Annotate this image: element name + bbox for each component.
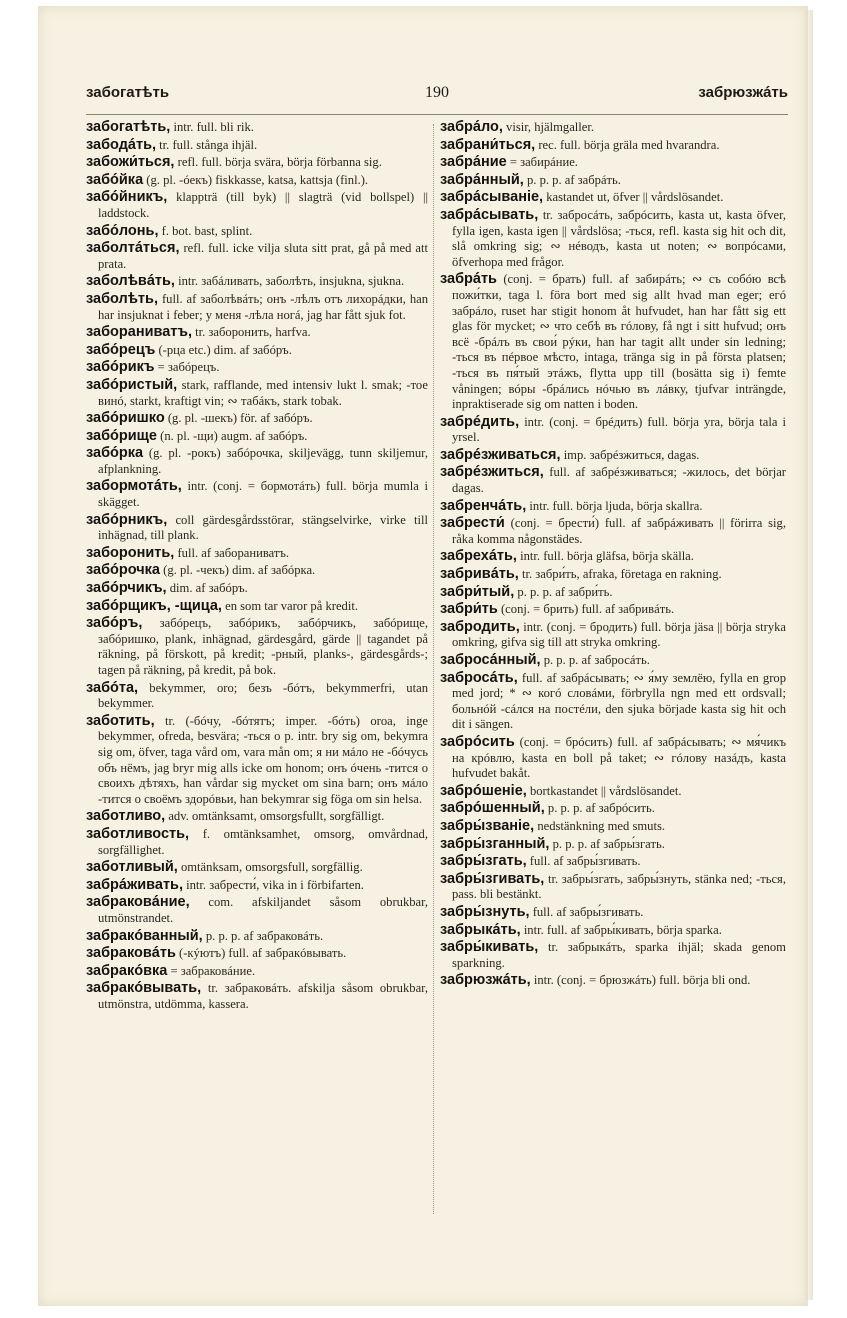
dictionary-entry xyxy=(86,964,428,980)
entry-definition: p. p. p. af забросáть. xyxy=(543,653,650,667)
entry-definition: = забóрецъ. xyxy=(157,360,220,375)
entry-definition: com. afskiljandet såsom obrukbar, utmönstrandet. xyxy=(98,895,428,925)
entry-headword: забóта, xyxy=(86,679,139,696)
entry-headword: забры́згать, xyxy=(440,853,527,870)
dictionary-entry xyxy=(440,549,786,565)
entry-headword: забры́кивать, xyxy=(440,939,539,956)
entry-headword: забри́ть xyxy=(440,601,498,618)
dictionary-entry xyxy=(86,714,428,808)
dictionary-entry xyxy=(440,585,786,601)
entry-headword: забраковáние, xyxy=(86,894,190,911)
entry-headword: забрáсываніе, xyxy=(440,189,544,206)
entry-definition: intr. забáливать, заболѣть, insjukna, sjukna. xyxy=(178,274,405,289)
entry-headword: забрáживать, xyxy=(86,876,183,893)
entry-definition: visir, hjälmgaller. xyxy=(506,120,595,134)
entry-definition: adv. omtänksamt, omsorgsfullt, sorgfälligt. xyxy=(168,809,385,824)
entry-definition: tr. забрыкáть, sparka ihjäl; skada genom sparkning. xyxy=(452,940,786,970)
entry-definition: kastandet ut, öfver || vårdslösandet. xyxy=(546,190,724,205)
dictionary-entry xyxy=(86,513,428,544)
entry-headword: забодáть, xyxy=(86,136,157,153)
entry-headword: забрáсывать, xyxy=(440,206,539,223)
entry-definition: p. p. p. af забри́ть. xyxy=(517,584,613,599)
entry-headword: забóрочка xyxy=(86,562,160,579)
entry-definition: = забраковáние. xyxy=(170,963,256,978)
dictionary-entry xyxy=(440,923,786,939)
dictionary-entry xyxy=(440,448,786,464)
entry-definition: (conj. = брести́) full. af забрáживать || förirra sig, råka komma någonstädes. xyxy=(452,516,786,546)
entry-headword: забры́згивать, xyxy=(440,870,545,887)
entry-headword: забормотáть, xyxy=(86,478,182,495)
entry-definition: refl. full. icke vilja sluta sitt prat, gå på med att prata. xyxy=(98,241,428,271)
entry-definition: rec. full. börja gräla med hvarandra. xyxy=(538,137,720,152)
entry-headword: забóрка xyxy=(86,445,144,462)
dictionary-entry xyxy=(440,415,786,446)
right-column xyxy=(440,120,786,991)
entry-headword: забoронить, xyxy=(86,544,175,561)
entry-definition: intr. (conj. = бродить) full. börja jäsa || börja stryka omkring, gifva sig till att stryka omkring. xyxy=(452,619,787,650)
dictionary-entry xyxy=(440,499,786,515)
entry-definition: intr. (conj. = брéдить) full. börja yra, börja tala i yrsel. xyxy=(452,414,786,445)
entry-definition: omtänksam, omsorgsfull, sorgfällig. xyxy=(180,860,363,875)
dictionary-entry xyxy=(440,620,786,651)
entry-definition: full. af забрáсывать; ∾ я́му землёю, fylla en grop med jord; * ∾ когó словáми, förbrylla ngn med ett ordsvall; больнóй -сáлся на постéли, den sjuka började kasta sig hit och dit i sängen. xyxy=(452,670,786,732)
dictionary-entry xyxy=(86,429,428,445)
entry-headword: забóрище xyxy=(86,427,157,444)
entry-headword: забры́зганный, xyxy=(440,835,550,852)
entry-headword: забóристый, xyxy=(86,376,178,393)
dictionary-entry xyxy=(440,872,786,903)
dictionary-entry xyxy=(86,981,428,1012)
entry-headword: забóйка xyxy=(86,171,144,188)
dictionary-entry xyxy=(86,581,428,597)
dictionary-entry xyxy=(440,653,786,669)
entry-definition: tr. забoронить, harfva. xyxy=(195,325,311,340)
dictionary-entry xyxy=(440,465,786,496)
dictionary-entry xyxy=(86,895,428,926)
entry-definition: (n. pl. -щи) augm. af забóръ. xyxy=(160,428,308,443)
dictionary-entry xyxy=(86,546,428,562)
dictionary-entry xyxy=(440,837,786,853)
entry-definition: tr. забраковáть. afskilja såsom obrukbar, utmönstra, utdömma, kassera. xyxy=(98,981,428,1011)
entry-headword: забрыкáть, xyxy=(440,921,521,938)
entry-headword: забры́знуть, xyxy=(440,903,530,920)
dictionary-entry xyxy=(86,878,428,894)
dictionary-entry xyxy=(440,208,786,270)
entry-definition: coll gärdesgårdsstörar, stängselvirke, virke till inhägnad, till plank. xyxy=(98,512,428,543)
entry-definition: (-рца etc.) dim. af забóръ. xyxy=(158,342,292,357)
entry-headword: заботливость, xyxy=(86,825,190,842)
entry-headword: забросáть, xyxy=(440,669,518,686)
entry-definition: (-кýютъ) full. af забракóвывать. xyxy=(179,946,347,961)
dictionary-entry xyxy=(86,274,428,290)
entry-headword: заболѣвáть, xyxy=(86,273,175,290)
entry-headword: забожи́ться, xyxy=(86,154,175,171)
header-left-guideword: забогатѣть xyxy=(86,84,170,101)
entry-headword: забрéзжиться, xyxy=(440,464,544,481)
dictionary-entry xyxy=(86,446,428,477)
dictionary-entry xyxy=(86,360,428,376)
dictionary-entry xyxy=(86,599,428,615)
dictionary-entry xyxy=(440,854,786,870)
dictionary-entry xyxy=(86,681,428,712)
dictionary-entry xyxy=(440,173,786,189)
entry-headword: забры́званіе, xyxy=(440,817,535,834)
dictionary-entry xyxy=(86,173,428,189)
entry-definition: (g. pl. -чекъ) dim. af забóрка. xyxy=(163,563,316,578)
dictionary-entry xyxy=(440,940,786,971)
entry-definition: tr. забри́ть, afraka, företaga en rakning. xyxy=(522,567,722,582)
dictionary-entry xyxy=(440,190,786,206)
entry-headword: забракóвывать, xyxy=(86,980,202,997)
entry-definition: p. p. p. af забраковáть. xyxy=(205,928,324,943)
entry-headword: заботливый, xyxy=(86,859,178,876)
entry-headword: забрáние xyxy=(440,154,507,171)
entry-headword: забракóванный, xyxy=(86,927,203,944)
entry-headword: забрóшенный, xyxy=(440,800,545,817)
entry-headword: забóръ, xyxy=(86,615,143,632)
entry-definition: en som tar varor på kredit. xyxy=(225,598,358,613)
entry-definition: dim. af забóръ. xyxy=(169,581,248,596)
left-column xyxy=(86,120,428,1014)
entry-headword: забогатѣть, xyxy=(86,119,171,135)
dictionary-entry xyxy=(440,272,786,412)
column-divider xyxy=(433,124,434,1214)
dictionary-entry xyxy=(86,190,428,221)
dictionary-entry xyxy=(86,411,428,427)
dictionary-entry xyxy=(86,946,428,962)
entry-headword: забораниватъ, xyxy=(86,324,192,341)
entry-definition: full. af забры́згивать. xyxy=(532,904,644,919)
dictionary-entry xyxy=(86,224,428,240)
dictionary-entry xyxy=(440,138,786,154)
entry-headword: забрани́ться, xyxy=(440,136,536,153)
entry-definition: (conj. = брóсить) full. af забрáсывать; ∾ мя́чикъ на крóвлю, kasta en boll på taket; ∾ гóлову назáдъ, kasta hufvudet bakåt. xyxy=(452,734,786,781)
dictionary-entry xyxy=(440,801,786,817)
dictionary-entry xyxy=(440,671,786,733)
entry-definition: p. p. p. af забрáть. xyxy=(526,172,621,187)
entry-definition: (conj. = брать) full. af забирáть; ∾ съ собóю всѣ пожи́тки, taga l. föra bort med sig allt hvad man eger; егó забрáло, ruset har stigit honom åt hufvudet, han har fått sig ett glas för mycket; ∾ что себѣ въ гóлову, få ngt i sitt hufvud; онъ всё -брáлъ въ свои́ рýки, han har tagit allt under sin ledning; -ться въ пéрвое мѣсто, intaga, tränga sig in på första platsen; -ться въ пя́тый этáжъ, flytta upp till (bosätta sig i) femte våningen; вóры -брáлись нóчью въ лáвку, tjufvar inträngde, inpraktiserade sig om natten i boden. xyxy=(452,272,786,412)
dictionary-entry xyxy=(86,378,428,409)
entry-definition: stark, rafflande, med intensiv lukt l. smak; -тое винó, starkt, kraftigt vin; ∾ табáкъ, stark tobak. xyxy=(98,377,428,408)
dictionary-entry xyxy=(440,602,786,618)
entry-headword: забрéдить, xyxy=(440,413,520,430)
dictionary-entry xyxy=(86,120,428,136)
header-rule xyxy=(86,114,788,115)
entry-definition: intr. full. bli rik. xyxy=(173,120,254,134)
entry-headword: забóрникъ, xyxy=(86,511,168,528)
dictionary-entry xyxy=(86,616,428,678)
entry-definition: tr. full. stånga ihjäl. xyxy=(159,137,258,152)
entry-headword: забóрщикъ, -щица, xyxy=(86,597,222,614)
dictionary-entry xyxy=(440,567,786,583)
entry-definition: (g. pl. -рокъ) забóрочка, skiljevägg, tunn skiljemur, afplankning. xyxy=(98,446,428,476)
entry-definition: bortkastandet || vårdslösandet. xyxy=(529,783,682,798)
entry-definition: забóрецъ, забóрикъ, забóрчикъ, забóрище, забóришко, plank, inhägnad, gärdesgård, gärde || tagandet på räkning, på förskott, på kredit; -рный, planks-, gärdesgårds-; tagen på räkning, på kredit, på bok. xyxy=(98,616,428,677)
dictionary-entry xyxy=(440,516,786,547)
dictionary-entry xyxy=(86,155,428,171)
entry-definition: intr. (conj. = брюзжáть) full. börja bli ond. xyxy=(533,973,751,988)
entry-definition: intr. full. börja ljuda, börja skallra. xyxy=(529,498,703,513)
entry-definition: intr. (conj. = бормотáть) full. börja mumla i skägget. xyxy=(98,479,428,510)
entry-definition: tr. (-бóчу, -бóтятъ; imper. -бóть) oroa, inge bekymmer, ofreda, besvära; -ться o p. intr. bry sig om, bekymra sig om, öfver, taga vård om, vara mån om; я ни мáло не -бóчусь объ нёмъ, jag bryr mig alls icke om honom; онъ óчень -тится о своихъ дѣтяхъ, han vårdar sig mycket om sina barn; онъ мáло -тится о своёмъ здорóвьи, han bekymrar sig föga om sin helsa. xyxy=(98,713,428,806)
entry-definition: f. bot. bast, splint. xyxy=(161,223,253,238)
entry-definition: full. af забры́згивать. xyxy=(529,854,641,869)
entry-definition: = забирáние. xyxy=(509,155,578,170)
entry-headword: забрóсить xyxy=(440,733,515,750)
entry-definition: klappträ (till byk) || slagträ (vid bollspel) || laddstock. xyxy=(98,190,428,220)
page-number: 190 xyxy=(425,84,449,101)
entry-headword: забраковáть xyxy=(86,945,176,962)
entry-definition: full. af заболѣвáть; онъ -лѣлъ отъ лихорáдки, han har insjuknat i feber; у меня -лѣла ногá, jag har fått sjuk fot. xyxy=(98,291,428,322)
entry-definition: (conj. = брить) full. af забривáть. xyxy=(500,602,675,617)
entry-headword: забóлонь, xyxy=(86,222,159,239)
dictionary-entry xyxy=(440,973,786,989)
dictionary-entry xyxy=(440,905,786,921)
entry-definition: tr. забры́згать, забры́знуть, stänka ned; -ться, pass. bli bestänkt. xyxy=(452,871,786,902)
dictionary-entry xyxy=(86,292,428,323)
entry-definition: intr. забрести́, vika in i förbifarten. xyxy=(186,877,364,892)
dictionary-entry xyxy=(86,479,428,510)
entry-headword: забóрчикъ, xyxy=(86,580,167,597)
entry-definition: full. af забрéзживаться; -жилось, det börjar dagas. xyxy=(452,465,786,496)
dictionary-entry xyxy=(440,155,786,171)
dictionary-entry xyxy=(86,138,428,154)
entry-headword: забóйникъ, xyxy=(86,189,168,206)
dictionary-entry xyxy=(86,929,428,945)
entry-headword: забрехáть, xyxy=(440,548,517,565)
entry-headword: заботливо, xyxy=(86,808,166,825)
dictionary-entry xyxy=(86,325,428,341)
entry-definition: (g. pl. -шекъ) för. af забóръ. xyxy=(167,411,313,426)
dictionary-entry xyxy=(440,735,786,782)
dictionary-entry xyxy=(86,860,428,876)
entry-headword: забрести́ xyxy=(440,515,505,532)
entry-definition: intr. full. af забры́кивать, börja sparka. xyxy=(523,922,722,937)
entry-definition: p. p. p. af забрóсить. xyxy=(547,801,655,816)
dictionary-entry xyxy=(86,343,428,359)
entry-headword: забривáть, xyxy=(440,566,519,583)
dictionary-entry xyxy=(86,241,428,272)
dictionary-entry xyxy=(440,784,786,800)
entry-definition: bekymmer, oro; безъ -бóтъ, bekymmerfri, utan bekymmer. xyxy=(98,680,428,711)
entry-definition: tr. забросáть, забрóсить, kasta ut, kasta öfver, fylla igen, kasta igen || vårdslösa; -ться, refl. kasta sig hit och dit, slå omkring sig; ∾ нéводъ, kasta ut noten; ∾ вопрóсами, öfverhopa med frågor. xyxy=(452,207,786,269)
entry-headword: забросáнный, xyxy=(440,652,541,668)
entry-headword: заболтáться, xyxy=(86,240,180,257)
entry-headword: забрéзживаться, xyxy=(440,446,561,463)
entry-headword: забрáть xyxy=(440,271,497,288)
entry-headword: забóрикъ xyxy=(86,359,155,376)
entry-definition: intr. full. börja gläfsa, börja skälla. xyxy=(520,549,694,564)
entry-definition: nedstänkning med smuts. xyxy=(537,818,665,833)
dictionary-entry xyxy=(86,809,428,825)
entry-definition: full. af забораниватъ. xyxy=(177,545,290,560)
entry-headword: забóришко xyxy=(86,410,165,427)
dictionary-entry xyxy=(440,819,786,835)
page-edge-shadow xyxy=(803,10,813,1300)
dictionary-entry xyxy=(86,563,428,579)
entry-headword: забри́тый, xyxy=(440,583,515,600)
page-header xyxy=(86,84,788,106)
entry-headword: забрóшеніе, xyxy=(440,782,527,799)
entry-headword: забрáнный, xyxy=(440,171,524,188)
entry-headword: заботить, xyxy=(86,712,155,729)
entry-definition: refl. full. börja svära, börja förbanna sig. xyxy=(177,155,382,170)
entry-headword: забрáло, xyxy=(440,119,503,135)
entry-definition: f. omtänksamhet, omsorg, omvårdnad, sorgfällighet. xyxy=(98,826,428,857)
header-right-guideword: забрюзжáть xyxy=(698,84,788,101)
entry-headword: заболѣть, xyxy=(86,290,158,307)
entry-headword: забóрецъ xyxy=(86,341,156,358)
entry-headword: забракóвка xyxy=(86,962,168,979)
dictionary-entry xyxy=(440,120,786,136)
entry-definition: imp. забрéзжиться, dagas. xyxy=(563,447,700,462)
entry-definition: p. p. p. af забры́згать. xyxy=(552,836,665,851)
entry-headword: забренчáть, xyxy=(440,497,527,514)
entry-headword: забродить, xyxy=(440,618,520,635)
entry-headword: забрюзжáть, xyxy=(440,972,531,989)
dictionary-entry xyxy=(86,827,428,858)
entry-definition: (g. pl. -óекъ) fiskkasse, katsa, kattsja (finl.). xyxy=(146,172,369,187)
